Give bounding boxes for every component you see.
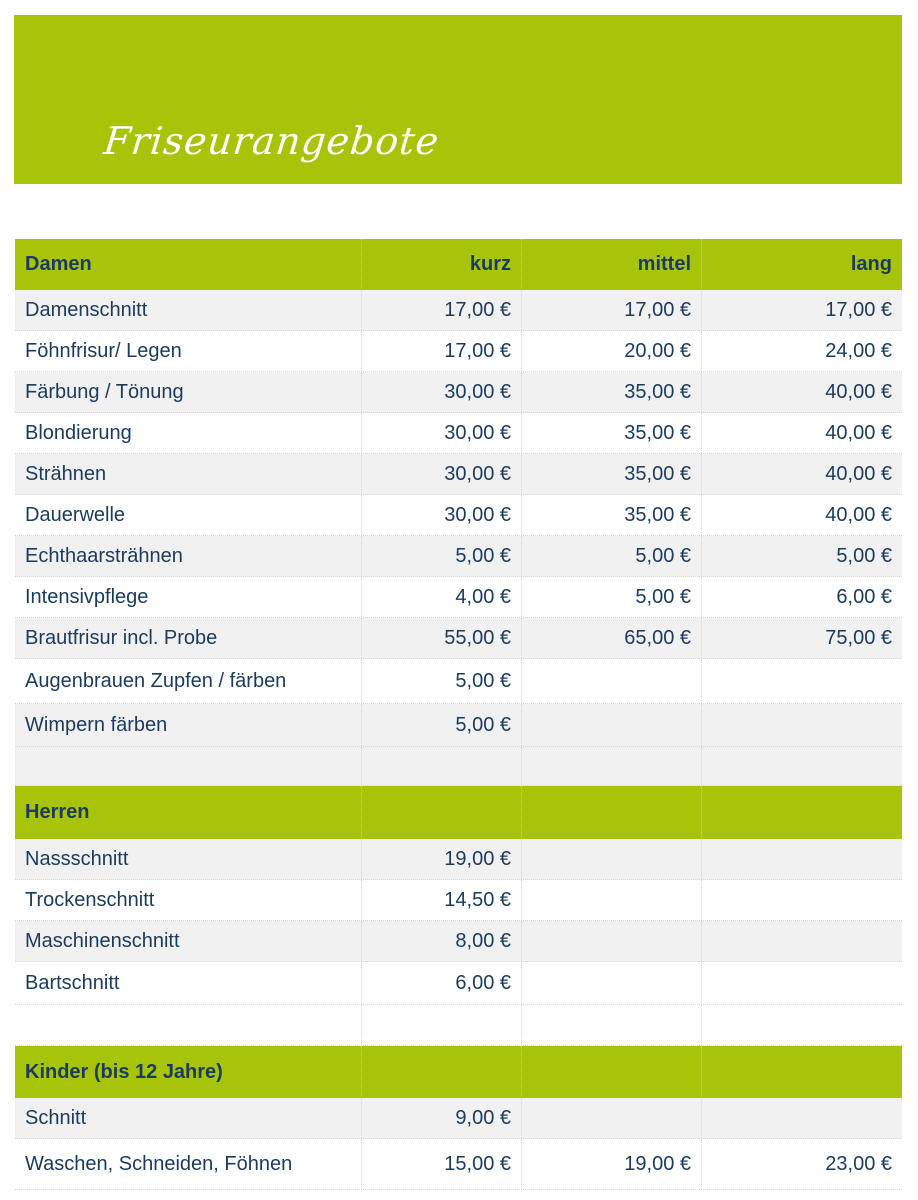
section-title: Herren bbox=[15, 786, 362, 839]
service-name: Waschen, Schneiden, Föhnen bbox=[15, 1139, 362, 1189]
table-row bbox=[15, 659, 902, 704]
empty-cell bbox=[15, 747, 362, 785]
table-row bbox=[15, 962, 902, 1005]
section-title: Kinder (bis 12 Jahre) bbox=[15, 1046, 362, 1098]
price-lang bbox=[702, 962, 902, 1004]
service-name: Trockenschnitt bbox=[15, 880, 362, 920]
price-lang bbox=[702, 659, 902, 703]
price-mittel: 5,00 € bbox=[522, 577, 702, 617]
service-name: Nassschnitt bbox=[15, 839, 362, 879]
empty-cell bbox=[702, 747, 902, 785]
price-kurz: 17,00 € bbox=[362, 290, 522, 330]
column-header bbox=[702, 786, 902, 839]
empty-cell bbox=[522, 747, 702, 785]
price-lang: 23,00 € bbox=[825, 1152, 892, 1175]
price-lang: 40,00 € bbox=[825, 380, 892, 403]
column-header bbox=[362, 1046, 522, 1098]
price-lang: 40,00 € bbox=[825, 462, 892, 485]
table-row bbox=[15, 1139, 902, 1190]
empty-cell bbox=[522, 1005, 702, 1045]
spacer-row bbox=[15, 1005, 902, 1046]
price-kurz: 30,00 € bbox=[362, 372, 522, 412]
service-name: Färbung / Tönung bbox=[15, 372, 362, 412]
empty-cell bbox=[362, 747, 522, 785]
column-header bbox=[522, 786, 702, 839]
table-row bbox=[15, 839, 902, 880]
price-kurz: 8,00 € bbox=[362, 921, 522, 961]
table-row bbox=[15, 331, 902, 372]
price-kurz: 5,00 € bbox=[362, 536, 522, 576]
price-lang bbox=[702, 839, 902, 879]
price-kurz: 6,00 € bbox=[362, 962, 522, 1004]
table-row bbox=[15, 618, 902, 659]
empty-cell bbox=[15, 1005, 362, 1045]
price-mittel bbox=[522, 1098, 702, 1138]
price-mittel: 17,00 € bbox=[522, 290, 702, 330]
service-name: Echthaarsträhnen bbox=[15, 536, 362, 576]
spacer-row bbox=[15, 747, 902, 786]
price-kurz: 30,00 € bbox=[362, 454, 522, 494]
price-mittel bbox=[522, 921, 702, 961]
service-name: Augenbrauen Zupfen / färben bbox=[15, 659, 362, 703]
price-lang: 75,00 € bbox=[825, 626, 892, 649]
service-name: Blondierung bbox=[15, 413, 362, 453]
price-lang bbox=[702, 1098, 902, 1138]
table-row bbox=[15, 921, 902, 962]
price-lang: 17,00 € bbox=[825, 298, 892, 321]
service-name: Bartschnitt bbox=[15, 962, 362, 1004]
price-lang: 40,00 € bbox=[825, 421, 892, 444]
service-name: Strähnen bbox=[15, 454, 362, 494]
price-mittel: 35,00 € bbox=[522, 413, 702, 453]
price-kurz: 9,00 € bbox=[362, 1098, 522, 1138]
price-kurz: 30,00 € bbox=[362, 413, 522, 453]
price-mittel bbox=[522, 880, 702, 920]
column-header-kurz: kurz bbox=[362, 239, 522, 290]
price-mittel: 5,00 € bbox=[522, 536, 702, 576]
section-title: Damen bbox=[15, 239, 362, 290]
empty-cell bbox=[362, 1005, 522, 1045]
price-lang: 24,00 € bbox=[825, 339, 892, 362]
service-name: Damenschnitt bbox=[15, 290, 362, 330]
price-mittel bbox=[522, 704, 702, 746]
table-row bbox=[15, 577, 902, 618]
service-name: Dauerwelle bbox=[15, 495, 362, 535]
table-row bbox=[15, 372, 902, 413]
price-mittel: 20,00 € bbox=[522, 331, 702, 371]
price-lang bbox=[702, 880, 902, 920]
price-lang: 6,00 € bbox=[836, 585, 892, 608]
price-kurz: 17,00 € bbox=[362, 331, 522, 371]
price-kurz: 30,00 € bbox=[362, 495, 522, 535]
column-header bbox=[362, 786, 522, 839]
price-kurz: 19,00 € bbox=[362, 839, 522, 879]
column-header-mittel: mittel bbox=[522, 239, 702, 290]
title-banner bbox=[14, 15, 902, 184]
price-mittel: 65,00 € bbox=[522, 618, 702, 658]
price-mittel: 19,00 € bbox=[522, 1139, 702, 1189]
price-mittel bbox=[522, 839, 702, 879]
price-kurz: 5,00 € bbox=[362, 704, 522, 746]
service-name: Brautfrisur incl. Probe bbox=[15, 618, 362, 658]
section-header-kinder bbox=[15, 1046, 902, 1098]
table-row bbox=[15, 1098, 902, 1139]
price-kurz: 4,00 € bbox=[362, 577, 522, 617]
price-table bbox=[15, 239, 902, 1190]
section-header-damen bbox=[15, 239, 902, 290]
column-header bbox=[702, 1046, 902, 1098]
table-row bbox=[15, 454, 902, 495]
empty-cell bbox=[702, 1005, 902, 1045]
price-lang: 5,00 € bbox=[836, 544, 892, 567]
column-header-lang: lang bbox=[850, 253, 892, 275]
price-mittel bbox=[522, 659, 702, 703]
section-header-herren bbox=[15, 786, 902, 839]
table-row bbox=[15, 495, 902, 536]
price-kurz: 55,00 € bbox=[362, 618, 522, 658]
service-name: Föhnfrisur/ Legen bbox=[15, 331, 362, 371]
column-header bbox=[522, 1046, 702, 1098]
price-mittel: 35,00 € bbox=[522, 372, 702, 412]
price-kurz: 15,00 € bbox=[362, 1139, 522, 1189]
price-mittel: 35,00 € bbox=[522, 495, 702, 535]
price-lang bbox=[702, 921, 902, 961]
price-mittel: 35,00 € bbox=[522, 454, 702, 494]
table-row bbox=[15, 290, 902, 331]
service-name: Intensivpflege bbox=[15, 577, 362, 617]
table-row bbox=[15, 704, 902, 747]
service-name: Wimpern färben bbox=[15, 704, 362, 746]
page-title: Friseurangebote bbox=[101, 119, 442, 163]
service-name: Schnitt bbox=[15, 1098, 362, 1138]
price-kurz: 14,50 € bbox=[362, 880, 522, 920]
table-row bbox=[15, 880, 902, 921]
table-row bbox=[15, 413, 902, 454]
price-mittel bbox=[522, 962, 702, 1004]
price-lang: 40,00 € bbox=[825, 503, 892, 526]
service-name: Maschinenschnitt bbox=[15, 921, 362, 961]
price-lang bbox=[702, 704, 902, 746]
price-kurz: 5,00 € bbox=[362, 659, 522, 703]
table-row bbox=[15, 536, 902, 577]
